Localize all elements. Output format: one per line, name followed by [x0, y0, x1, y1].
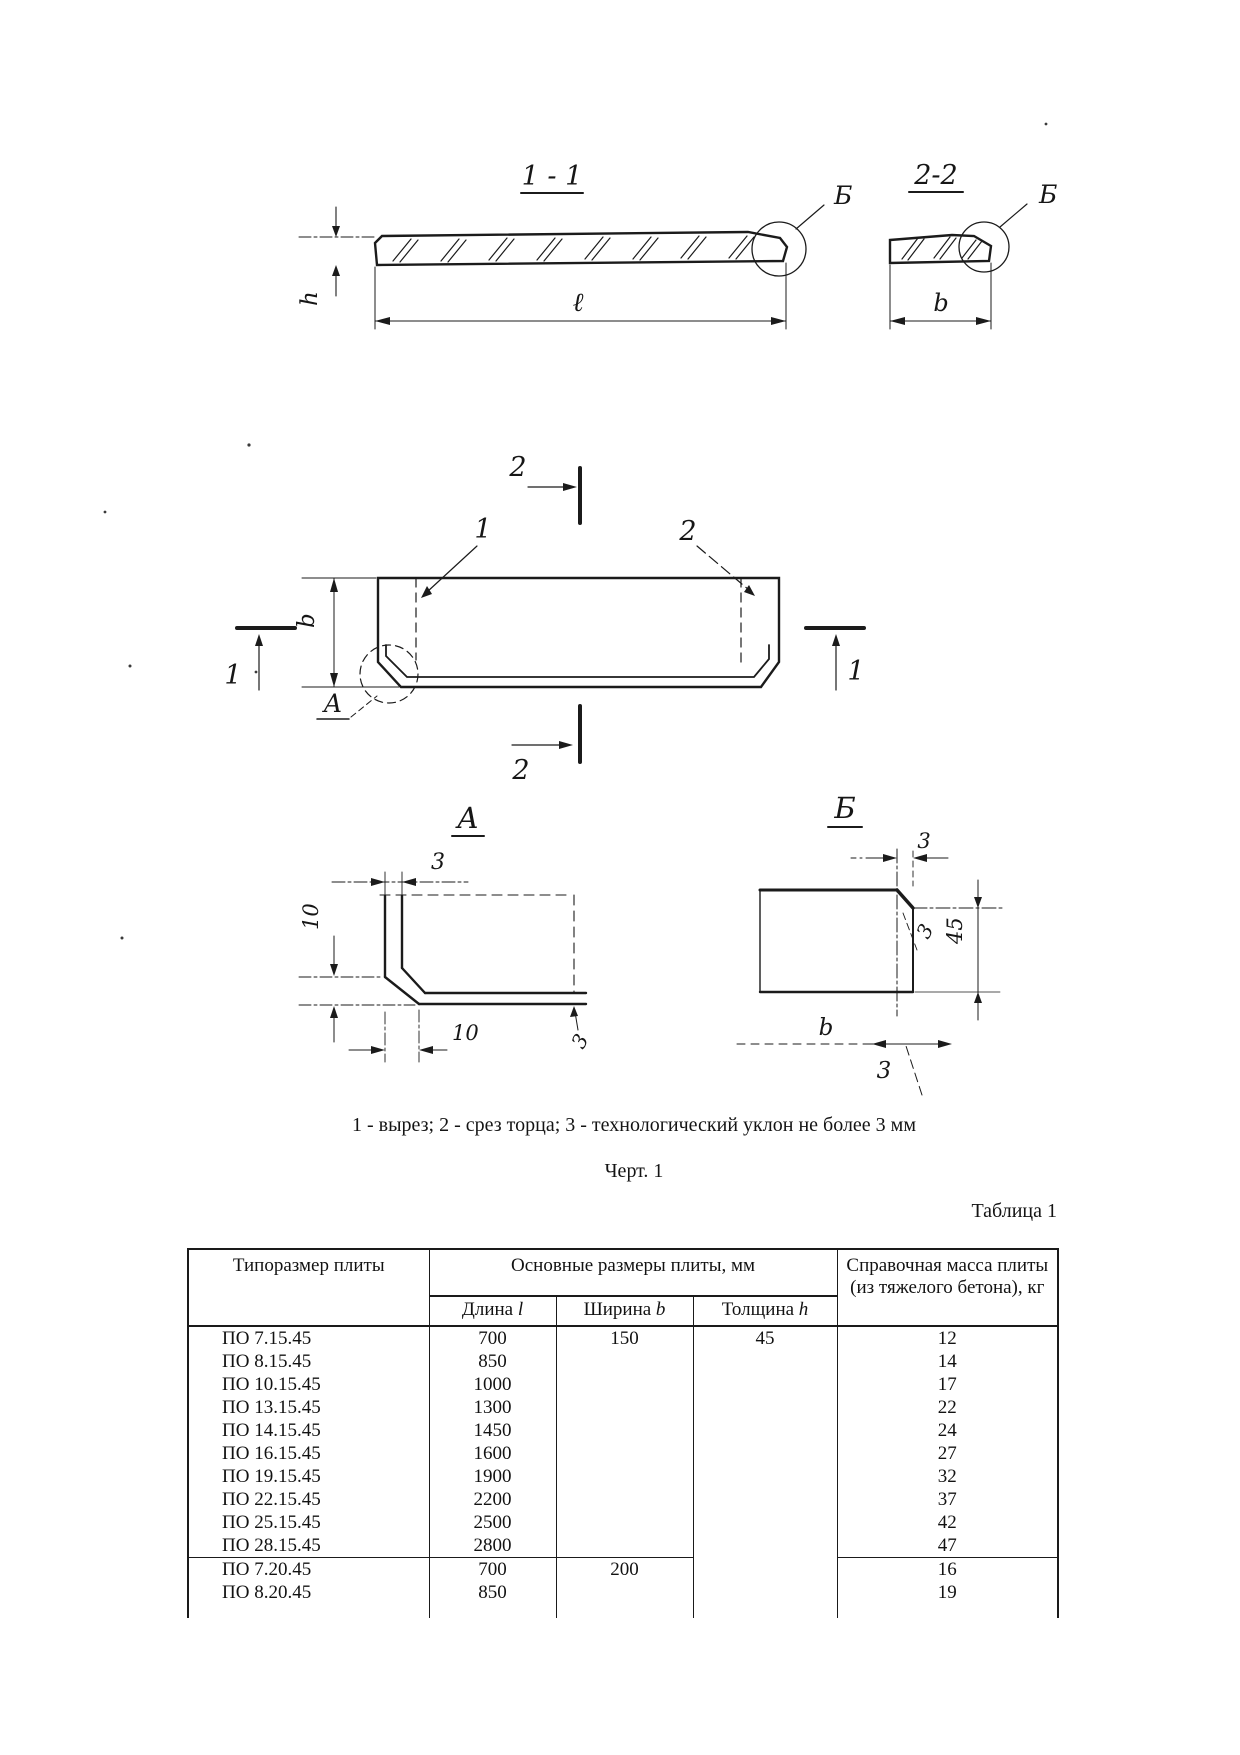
plate-outline [378, 578, 779, 687]
cell-width-group2: 200 [556, 1558, 693, 1619]
cell-thickness: 45 [693, 1326, 837, 1618]
dim-length-label: ℓ [572, 288, 584, 318]
subheader-var: b [655, 1299, 666, 1320]
figure-label: Черт. 1 [604, 1160, 664, 1182]
cell-cutoff [429, 1604, 556, 1618]
hatching [902, 237, 982, 260]
dimension-length [375, 263, 786, 329]
cut-mark-2-top [508, 452, 580, 523]
dimension-slope-3 [903, 913, 938, 950]
cut-mark-label: 2 [512, 755, 530, 786]
detail-callout-circle [959, 222, 1009, 272]
subheader-text: Ширина [583, 1299, 656, 1320]
cell-type: ПО 8.15.45 [188, 1350, 429, 1373]
table-header-row [188, 1249, 1058, 1296]
cell-type: ПО 13.15.45 [188, 1396, 429, 1419]
corner-contour [385, 896, 586, 1004]
detail-leader [1000, 204, 1027, 227]
plate-profile [375, 232, 787, 265]
cut-mark-2-bottom [511, 706, 580, 786]
cell-mass: 16 [837, 1558, 1058, 1582]
cell-type: ПО 8.20.45 [188, 1581, 429, 1604]
col-header-dimensions: Основные размеры плиты, мм [429, 1249, 837, 1296]
col-header-mass: Справочная масса плиты (из тяжелого бетона), кг [837, 1249, 1058, 1326]
section-1-1-title: 1 - 1 [521, 161, 583, 192]
cut-mark-1-right [806, 628, 865, 690]
detail-ref-label: Б [834, 181, 853, 210]
cell-cutoff [188, 1604, 429, 1618]
dimension-top-3 [332, 850, 468, 895]
edge-inner-contour [386, 645, 769, 677]
cell-width-group1: 150 [556, 1326, 693, 1558]
cell-length: 700 [429, 1558, 556, 1582]
detail-ref-label: А [323, 689, 343, 718]
section-2-2-title: 2-2 [914, 160, 958, 191]
cell-mass: 17 [837, 1373, 1058, 1396]
plan-view [224, 452, 864, 786]
table-label: Таблица 1 [971, 1200, 1057, 1222]
col-header-width [556, 1296, 693, 1326]
dimension-bottom-10 [349, 1010, 479, 1062]
subheader-var: h [798, 1299, 809, 1320]
cell-mass: 32 [837, 1465, 1058, 1488]
cell-type: ПО 7.15.45 [188, 1326, 429, 1350]
cell-mass: 12 [837, 1326, 1058, 1350]
cell-length: 700 [429, 1326, 556, 1350]
cell-length: 1900 [429, 1465, 556, 1488]
dimension-height-45 [915, 880, 1000, 1020]
hatching [393, 236, 754, 262]
dimension-right-3 [566, 1006, 593, 1052]
dimension-b [890, 263, 991, 329]
cell-mass: 14 [837, 1350, 1058, 1373]
cell-type: ПО 7.20.45 [188, 1558, 429, 1582]
cell-mass: 24 [837, 1419, 1058, 1442]
figure-legend: 1 - вырез; 2 - срез торца; 3 - технологический уклон не более 3 мм [351, 1114, 916, 1136]
dimension-top-3 [851, 829, 948, 886]
cell-length: 2500 [429, 1511, 556, 1534]
detail-callout-a [317, 645, 418, 719]
dimension-left-10 [299, 903, 415, 1042]
dimension-b-plan [294, 578, 399, 687]
dim-b-label: b [294, 613, 320, 628]
callout-notch-1 [421, 514, 492, 598]
cell-type: ПО 16.15.45 [188, 1442, 429, 1465]
subheader-text: Толщина [721, 1299, 799, 1320]
subheader-var: l [517, 1299, 524, 1320]
cell-length: 1000 [429, 1373, 556, 1396]
col-header-thickness [693, 1296, 837, 1326]
cell-type: ПО 19.15.45 [188, 1465, 429, 1488]
col-header-length [429, 1296, 556, 1326]
dim-label: b [818, 1015, 834, 1041]
dimension-bottom-3 [877, 1046, 922, 1095]
cell-length: 2800 [429, 1534, 556, 1558]
detail-leader [796, 205, 824, 229]
table-row [188, 1326, 1058, 1350]
cell-mass: 27 [837, 1442, 1058, 1465]
cut-mark-label: 1 [224, 660, 242, 691]
callout-label: 2 [679, 516, 697, 547]
cell-type: ПО 25.15.45 [188, 1511, 429, 1534]
scan-specks [104, 123, 1048, 940]
dim-label: 10 [299, 903, 323, 930]
dimension-h [297, 207, 374, 306]
detail-a [299, 801, 593, 1062]
dim-label: 10 [452, 1021, 479, 1045]
section-1-1 [297, 161, 852, 329]
col-header-type: Типоразмер плиты [188, 1249, 429, 1326]
cell-cutoff [837, 1604, 1058, 1618]
cell-length: 850 [429, 1581, 556, 1604]
cell-length: 1600 [429, 1442, 556, 1465]
cell-length: 1300 [429, 1396, 556, 1419]
dim-label: 3 [876, 1058, 892, 1084]
cut-mark-1-left [224, 628, 295, 691]
spec-table [187, 1248, 1059, 1618]
dim-h-label: h [297, 291, 323, 306]
callout-label: 1 [474, 514, 492, 545]
cell-mass: 37 [837, 1488, 1058, 1511]
detail-b [737, 791, 1003, 1095]
dim-label: 3 [911, 919, 939, 943]
cell-type: ПО 14.15.45 [188, 1419, 429, 1442]
cell-type: ПО 28.15.45 [188, 1534, 429, 1558]
dimension-b-bottom [737, 1015, 952, 1048]
table-row [188, 1558, 1058, 1582]
detail-callout-circle [752, 222, 806, 276]
cut-mark-label: 1 [847, 656, 865, 687]
cell-length: 2200 [429, 1488, 556, 1511]
subheader-text: Длина [461, 1299, 518, 1320]
detail-ref-label: Б [1039, 180, 1058, 209]
detail-b-title: Б [834, 791, 856, 825]
cell-mass: 22 [837, 1396, 1058, 1419]
cut-mark-label: 2 [509, 452, 527, 483]
cell-mass: 19 [837, 1581, 1058, 1604]
cell-length: 1450 [429, 1419, 556, 1442]
cell-type: ПО 10.15.45 [188, 1373, 429, 1396]
dim-label: 3 [431, 850, 445, 875]
dim-label: 3 [917, 829, 931, 853]
cell-mass: 47 [837, 1534, 1058, 1558]
section-2-2 [890, 160, 1057, 329]
callout-end-cut-2 [678, 516, 755, 596]
detail-a-title: А [457, 801, 479, 835]
dim-b-label: b [933, 289, 949, 317]
cell-type: ПО 22.15.45 [188, 1488, 429, 1511]
cell-length: 850 [429, 1350, 556, 1373]
dim-label: 3 [566, 1029, 594, 1053]
dim-label: 45 [943, 917, 967, 944]
cell-mass: 42 [837, 1511, 1058, 1534]
edge-contour [760, 890, 913, 992]
